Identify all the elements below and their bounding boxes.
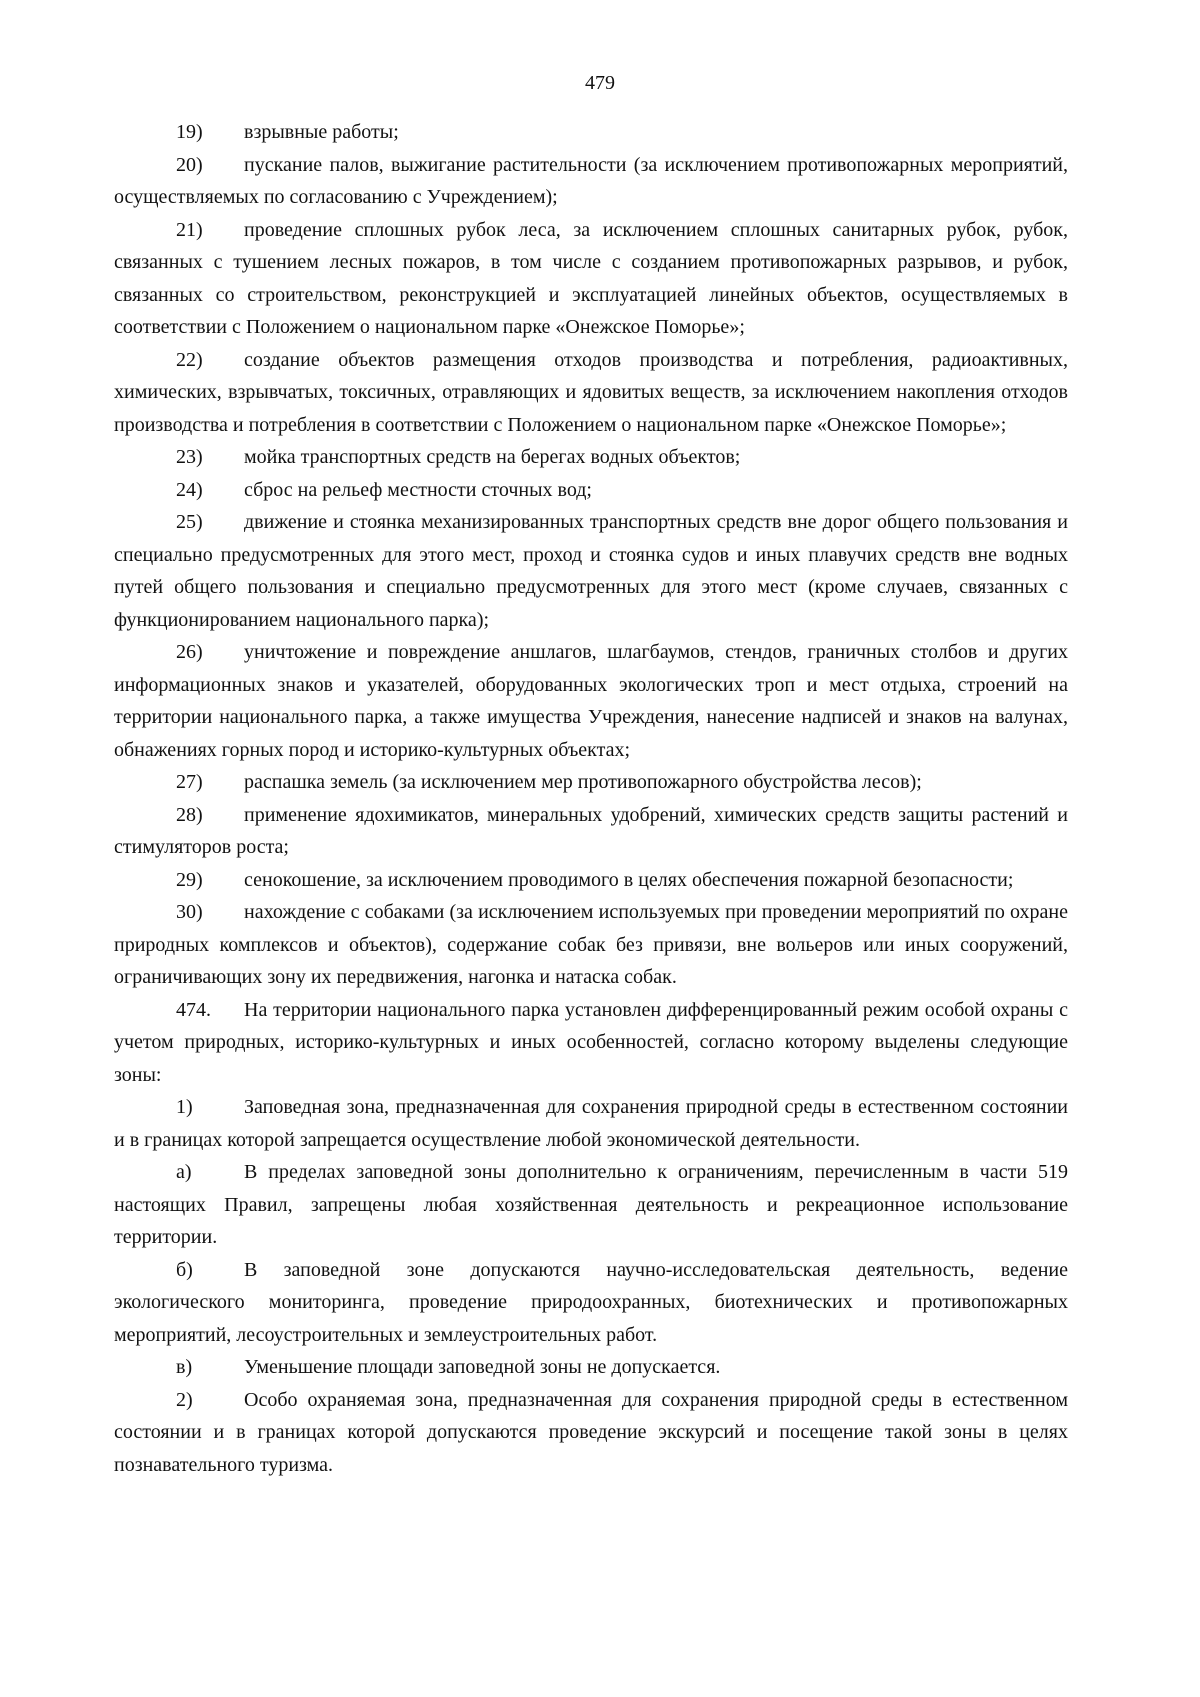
- paragraph-number: 474.: [176, 998, 211, 1021]
- paragraph-number: 29): [176, 868, 203, 891]
- paragraph-text: распашка земель (за исключением мер противопожарного обустройства лесов);: [244, 771, 922, 793]
- paragraph-number: 23): [176, 446, 203, 468]
- paragraph-text: На территории национального парка установлен дифференцированный режим особой охраны с учетом природных, историко-культурных и иных особенностей, согласно которому выделены следующие зоны:: [114, 998, 1068, 1086]
- paragraph-text: В пределах заповедной зоны дополнительно к ограничениям, перечисленным в части 519 настоящих Правил, запрещены любая хозяйственная деятельность и рекреационное использование территории.: [114, 1161, 1068, 1248]
- paragraph-number: 1): [176, 1096, 193, 1118]
- paragraph: [114, 1384, 1068, 1482]
- paragraph: [114, 1254, 1068, 1352]
- paragraph: [114, 474, 1068, 507]
- paragraph: [114, 766, 1068, 799]
- paragraph-number: 28): [176, 803, 203, 826]
- paragraph-text: взрывные работы;: [244, 121, 399, 143]
- paragraph-text: нахождение с собаками (за исключением используемых при проведении мероприятий по охране природных комплексов и объектов), содержание собак без привязи, вне вольеров или иных сооружений, ограничивающих зону их передвижения, нагонка и натаска собак.: [114, 901, 1068, 988]
- paragraph-text: пускание палов, выжигание растительности (за исключением противопожарных мероприятий, осуществляемых по согласованию с Учреждением);: [114, 153, 1068, 208]
- paragraph-number: 19): [176, 121, 203, 143]
- paragraph-text: проведение сплошных рубок леса, за исключением сплошных санитарных рубок, рубок, связанных с тушением лесных пожаров, в том числе с созданием противопожарных разрывов, и рубок, связанных со строительством, реконструкцией и эксплуатацией линейных объектов, осуществляемых в соответствии с Положением о национальном парке «Онежское Поморье»;: [114, 218, 1068, 338]
- paragraph: [114, 506, 1068, 636]
- paragraph-text: создание объектов размещения отходов производства и потребления, радиоактивных, химических, взрывчатых, токсичных, отравляющих и ядовитых веществ, за исключением накопления отходов производства и потребления в соответствии с Положением о национальном парке «Онежское Поморье»;: [114, 348, 1068, 436]
- page-number: 479: [585, 72, 615, 94]
- paragraph: [114, 1091, 1068, 1156]
- paragraph-number: а): [176, 1161, 192, 1183]
- paragraph-number: 26): [176, 641, 203, 663]
- paragraph-number: 24): [176, 478, 203, 501]
- paragraph-text: В заповедной зоне допускаются научно-исследовательская деятельность, ведение экологического мониторинга, проведение природоохранных, биотехнических и противопожарных мероприятий, лесоустроительных и землеустроительных работ.: [114, 1258, 1068, 1346]
- paragraph-text: сенокошение, за исключением проводимого в целях обеспечения пожарной безопасности;: [244, 868, 1014, 891]
- paragraph-number: 30): [176, 901, 203, 923]
- paragraph-number: 21): [176, 218, 203, 241]
- paragraph: [114, 636, 1068, 766]
- document-body: [114, 116, 1068, 1481]
- paragraph-number: 2): [176, 1388, 193, 1411]
- paragraph-text: сброс на рельеф местности сточных вод;: [244, 478, 592, 501]
- paragraph-text: Заповедная зона, предназначенная для сохранения природной среды в естественном состоянии и в границах которой запрещается осуществление любой экономической деятельности.: [114, 1096, 1068, 1151]
- paragraph: [114, 1156, 1068, 1254]
- paragraph: [114, 149, 1068, 214]
- paragraph-text: мойка транспортных средств на берегах водных объектов;: [244, 446, 741, 468]
- paragraph-number: 22): [176, 348, 203, 371]
- paragraph: [114, 864, 1068, 897]
- paragraph: [114, 214, 1068, 344]
- paragraph: [114, 344, 1068, 442]
- paragraph-text: уничтожение и повреждение аншлагов, шлагбаумов, стендов, граничных столбов и других информационных знаков и указателей, оборудованных экологических троп и мест отдыха, строений на территории национального парка, а также имущества Учреждения, нанесение надписей и знаков на валунах, обнажениях горных пород и историко-культурных объектах;: [114, 641, 1068, 761]
- paragraph-text: применение ядохимикатов, минеральных удобрений, химических средств защиты растений и стимуляторов роста;: [114, 803, 1068, 858]
- paragraph: [114, 896, 1068, 994]
- paragraph-number: б): [176, 1258, 193, 1281]
- paragraph: [114, 1351, 1068, 1384]
- paragraph-text: движение и стоянка механизированных транспортных средств вне дорог общего пользования и специально предусмотренных для этого мест, проход и стоянка судов и иных плавучих средств вне водных путей общего пользования и специально предусмотренных для этого мест (кроме случаев, связанных с функционированием национального парка);: [114, 511, 1068, 631]
- paragraph: [114, 799, 1068, 864]
- paragraph-text: Особо охраняемая зона, предназначенная для сохранения природной среды в естественном состоянии и в границах которой допускаются проведение экскурсий и посещение такой зоны в целях познавательного туризма.: [114, 1388, 1068, 1476]
- paragraph-number: 20): [176, 153, 203, 176]
- paragraph-number: 25): [176, 511, 203, 533]
- paragraph-text: Уменьшение площади заповедной зоны не допускается.: [244, 1356, 721, 1378]
- paragraph-number: 27): [176, 771, 203, 793]
- paragraph-number: в): [176, 1356, 193, 1378]
- paragraph: [114, 116, 1068, 149]
- paragraph: [114, 994, 1068, 1092]
- paragraph: [114, 441, 1068, 474]
